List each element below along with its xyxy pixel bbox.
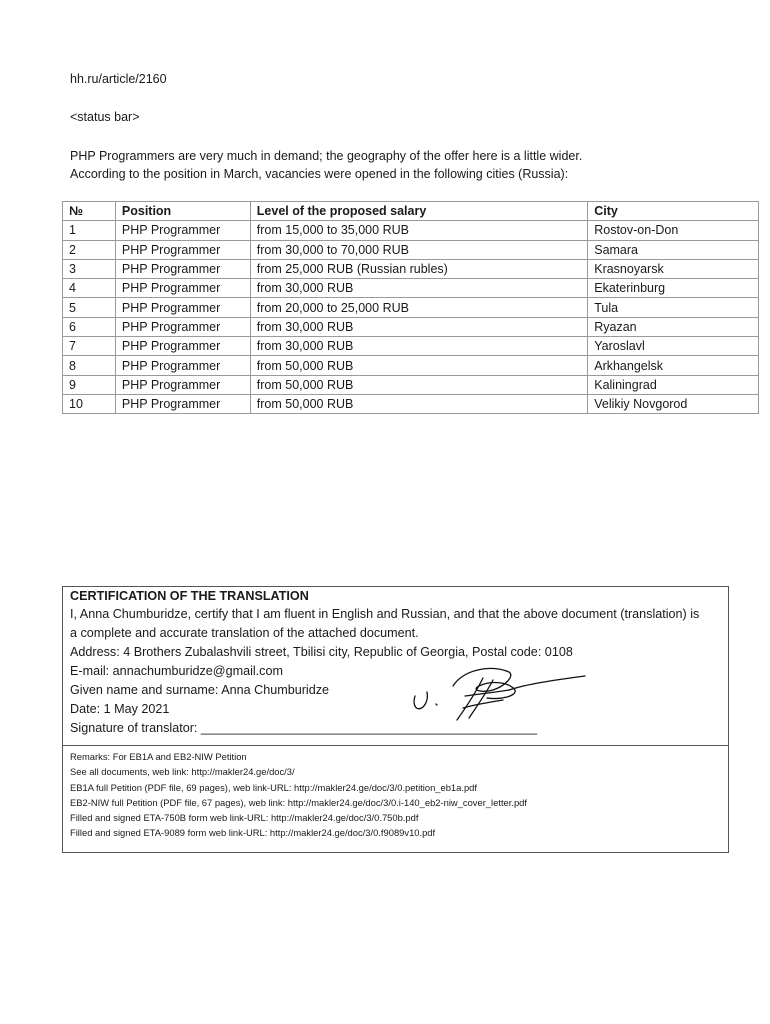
cell-city: Arkhangelsk: [588, 356, 759, 375]
intro-line-1: PHP Programmers are very much in demand; the geography of the offer here is a little wider.: [70, 149, 583, 163]
cell-city: Rostov-on-Don: [588, 221, 759, 240]
cell-number: 8: [63, 356, 116, 375]
header-city: City: [588, 202, 759, 221]
table-row: [63, 240, 759, 259]
table-row: [63, 337, 759, 356]
certification-date: Date: 1 May 2021: [70, 702, 170, 716]
cell-salary: from 50,000 RUB: [250, 356, 587, 375]
cell-city: Ryazan: [588, 317, 759, 336]
cell-salary: from 20,000 to 25,000 RUB: [250, 298, 587, 317]
remarks-line: Filled and signed ETA-750B form web link-URL: http://makler24.ge/doc/3/0.750b.pdf: [70, 812, 419, 824]
cell-position: PHP Programmer: [115, 317, 250, 336]
cell-number: 6: [63, 317, 116, 336]
table-row: [63, 259, 759, 278]
certification-statement-2: a complete and accurate translation of the attached document.: [70, 626, 419, 640]
certification-title: CERTIFICATION OF THE TRANSLATION: [70, 589, 309, 603]
remarks-line: EB1A full Petition (PDF file, 69 pages), web link-URL: http://makler24.ge/doc/3/0.petition_eb1a.pdf: [70, 781, 477, 793]
cell-position: PHP Programmer: [115, 240, 250, 259]
cell-salary: from 30,000 to 70,000 RUB: [250, 240, 587, 259]
header-salary: Level of the proposed salary: [250, 202, 587, 221]
certification-box: [62, 586, 729, 746]
article-url: hh.ru/article/2160: [70, 72, 167, 86]
cell-salary: from 15,000 to 35,000 RUB: [250, 221, 587, 240]
cell-number: 4: [63, 279, 116, 298]
translator-name: Given name and surname: Anna Chumburidze: [70, 683, 330, 697]
cell-city: Ekaterinburg: [588, 279, 759, 298]
cell-salary: from 30,000 RUB: [250, 279, 587, 298]
cell-position: PHP Programmer: [115, 337, 250, 356]
cell-city: Samara: [588, 240, 759, 259]
table-row: [63, 356, 759, 375]
vacancies-table: [62, 201, 759, 414]
cell-position: PHP Programmer: [115, 298, 250, 317]
cell-city: Kaliningrad: [588, 375, 759, 394]
cell-number: 7: [63, 337, 116, 356]
cell-city: Velikiy Novgorod: [588, 394, 759, 413]
status-bar-placeholder: <status bar>: [70, 110, 140, 124]
cell-city: Tula: [588, 298, 759, 317]
header-position: Position: [115, 202, 250, 221]
cell-position: PHP Programmer: [115, 221, 250, 240]
signature-line: Signature of translator: ________________________________________________: [70, 721, 538, 735]
cell-salary: from 25,000 RUB (Russian rubles): [250, 259, 587, 278]
table-header-row: [63, 202, 759, 221]
remarks-line: EB2-NIW full Petition (PDF file, 67 pages), web link: http://makler24.ge/doc/3/0.i-140_eb2-niw_cover_letter.pdf: [70, 796, 527, 808]
remarks-line: Filled and signed ETA-9089 form web link-URL: http://makler24.ge/doc/3/0.f9089v10.pdf: [70, 827, 436, 839]
cell-number: 1: [63, 221, 116, 240]
cell-position: PHP Programmer: [115, 375, 250, 394]
cell-number: 2: [63, 240, 116, 259]
cell-salary: from 30,000 RUB: [250, 337, 587, 356]
cell-salary: from 30,000 RUB: [250, 317, 587, 336]
table-row: [63, 279, 759, 298]
table-row: [63, 298, 759, 317]
cell-city: Krasnoyarsk: [588, 259, 759, 278]
table-row: [63, 375, 759, 394]
cell-city: Yaroslavl: [588, 337, 759, 356]
cell-salary: from 50,000 RUB: [250, 394, 587, 413]
translator-email: E-mail: annachumburidze@gmail.com: [70, 664, 283, 678]
header-number: №: [63, 202, 116, 221]
cell-number: 9: [63, 375, 116, 394]
cell-number: 3: [63, 259, 116, 278]
cell-number: 5: [63, 298, 116, 317]
cell-position: PHP Programmer: [115, 279, 250, 298]
table-row: [63, 317, 759, 336]
cell-position: PHP Programmer: [115, 356, 250, 375]
cell-salary: from 50,000 RUB: [250, 375, 587, 394]
table-row: [63, 394, 759, 413]
table-row: [63, 221, 759, 240]
handwritten-signature: [405, 660, 590, 725]
remarks-box: [62, 745, 729, 853]
remarks-title: Remarks: For EB1A and EB2-NIW Petition: [70, 751, 247, 762]
intro-line-2: According to the position in March, vacancies were opened in the following cities (Russia):: [70, 167, 569, 181]
translator-address: Address: 4 Brothers Zubalashvili street, Tbilisi city, Republic of Georgia, Postal code: 0108: [70, 645, 573, 659]
remarks-line: See all documents, web link: http://makler24.ge/doc/3/: [70, 766, 295, 778]
cell-number: 10: [63, 394, 116, 413]
cell-position: PHP Programmer: [115, 394, 250, 413]
cell-position: PHP Programmer: [115, 259, 250, 278]
certification-statement-1: I, Anna Chumburidze, certify that I am fluent in English and Russian, and that the above document (translation) is: [70, 607, 700, 621]
